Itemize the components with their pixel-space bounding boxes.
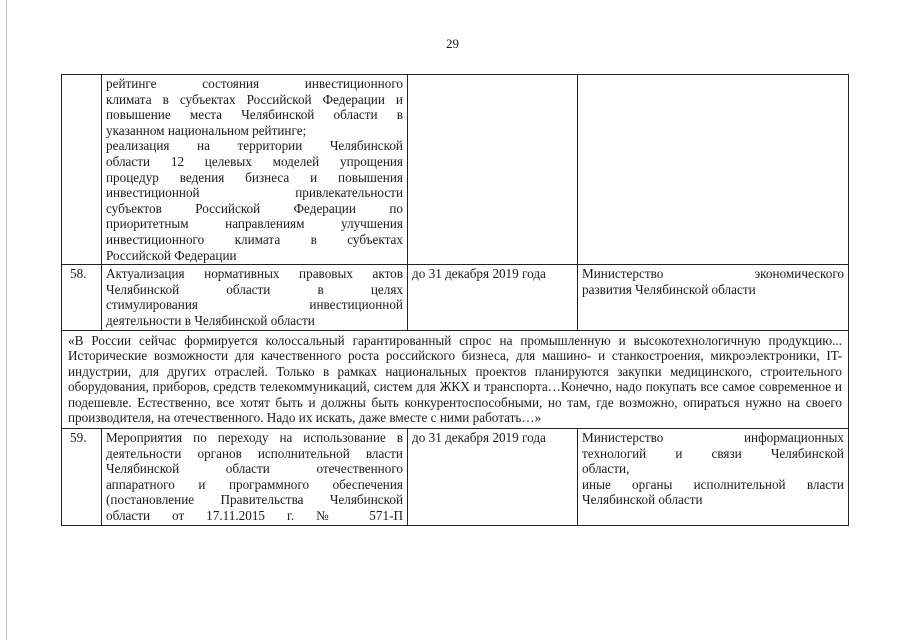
measure-line: процедур ведения бизнеса и повышения [106,169,403,185]
responsible-cell [578,265,849,330]
measure-line: аппаратного и программного обеспечения [106,476,403,492]
measure-cell [102,75,408,265]
measure-line: инвестиционного климата в субъектах [106,231,403,247]
measure-line: Челябинской области в целях [106,281,403,297]
measure-line: климата в субъектах Российской Федерации и [106,91,403,107]
measure-line: Челябинской области отечественного [106,461,403,477]
responsible-line: развития Челябинской области [582,281,756,297]
table-row [62,265,849,330]
row-number-cell [62,75,102,265]
measure-line: реализация на территории Челябинской [106,138,403,154]
measures-table [61,74,849,526]
measure-line: рейтинге состояния инвестиционного [106,76,403,91]
responsible-line: Челябинской области [582,492,703,508]
responsible-cell [578,429,849,526]
responsible-line: иные органы исполнительной власти [582,476,844,492]
row-number-cell: 58. [62,265,102,330]
measure-line: указанном национальном рейтинге; [106,122,307,138]
measure-line: Мероприятия по переходу на использование в [106,430,403,446]
measure-line: Актуализация нормативных правовых актов [106,266,403,282]
responsible-cell [578,75,849,265]
deadline-cell: до 31 декабря 2019 года [408,429,578,526]
measure-line: (постановление Правительства Челябинской [106,492,403,508]
responsible-line: технологий и связи Челябинской [582,445,844,461]
measure-line: деятельности в Челябинской области [106,312,315,328]
measure-cell [102,265,408,330]
page-left-edge [6,0,7,640]
responsible-line: Министерство экономического [582,266,844,282]
measure-line: деятельности органов исполнительной власти [106,445,403,461]
row-number-cell: 59. [62,429,102,526]
measure-cell [102,429,408,526]
measure-line: стимулирования инвестиционной [106,297,403,313]
putin-quote: «В России сейчас формируется колоссальный гарантированный спрос на промышленную и высокотехнологичную продукцию... Исторические возможности для качественного роста российского бизнеса, для машино- и станкостроения, микроэлектроники, IT-индустрии, для других отраслей. Только в рамках национальных проектов планируются закупки медицинского, строительного оборудования, приборов, средств телекоммуникаций, систем для ЖКХ и транспорта…Конечно, надо покупать все самое современное и подешевле. Естественно, все хотят быть и должны быть конкурентоспособными, но там, где возможно, опираться нужно на своего производителя, на отечественного. Надо их искать, даже вместе с ними работать…» [62,330,849,429]
measure-line: области 12 целевых моделей упрощения [106,153,403,169]
table-row [62,75,849,265]
deadline-cell: до 31 декабря 2019 года [408,265,578,330]
deadline-cell [408,75,578,265]
measure-line: субъектов Российской Федерации по [106,200,403,216]
responsible-line: области, [582,461,630,477]
table-row [62,429,849,526]
measure-line: области от 17.11.2015 г. № 571-П [106,508,403,524]
measure-line: приоритетным направлениям улучшения [106,216,403,232]
measure-line: инвестиционной привлекательности [106,185,403,201]
page-number: 29 [446,36,459,51]
quote-row [62,330,849,429]
measure-line: повышение места Челябинской области в [106,107,403,123]
responsible-line: Министерство информационных [582,430,844,446]
measure-line: Российской Федерации [106,247,237,263]
